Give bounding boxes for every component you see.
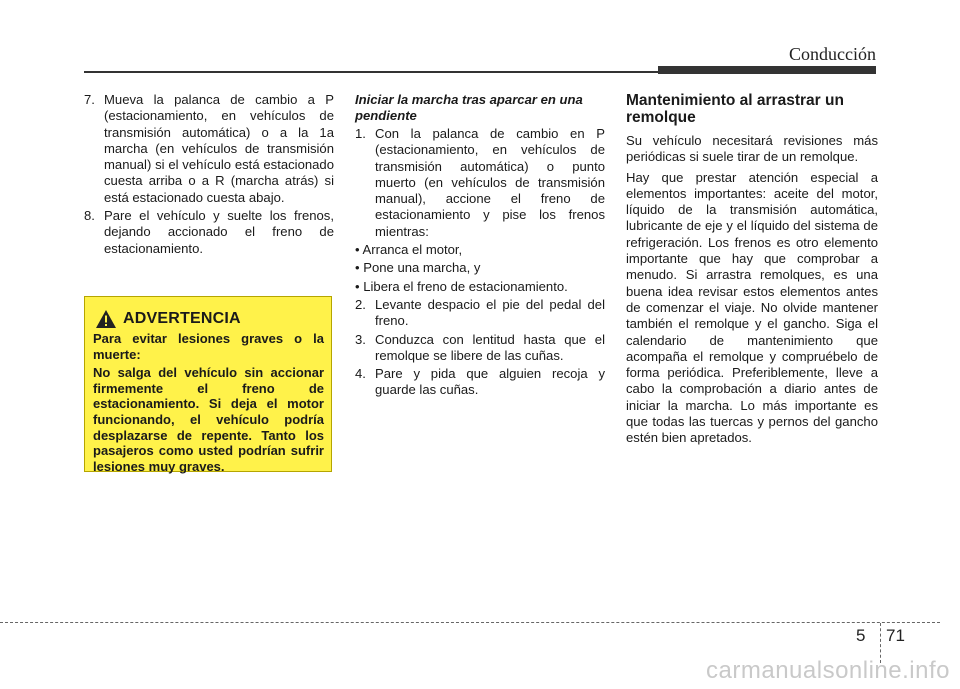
bullet-item: • Arranca el motor, <box>355 242 463 258</box>
step-text: Mueva la palanca de cambio a P (estacionamiento, en vehículos de transmisión automática) o a la 1a marcha (en vehículos de transmisión manual) si el vehículo está estacionado cuesta arriba o a R (marcha atrás) si está estacionado cuesta abajo. <box>104 92 334 205</box>
warning-text-1: Para evitar lesiones graves o la muerte: <box>93 331 324 362</box>
step-text: Pare el vehículo y suelte los frenos, dejando accionado el freno de estacionamiento. <box>104 208 334 256</box>
step-number: 8. <box>84 208 95 224</box>
step-text: Levante despacio el pie del pedal del freno. <box>375 296 605 329</box>
header-rule-accent <box>658 66 876 74</box>
bullet-item: • Libera el freno de estacionamiento. <box>355 278 568 294</box>
step-text: Con la palanca de cambio en P (estacionamiento, en vehículos de transmisión automática) o punto muerto (en vehículos de transmisión manual), accione el freno de estacionamiento y pise los frenos mientras: <box>375 126 605 239</box>
warning-box <box>84 296 332 472</box>
warning-triangle-icon <box>95 309 117 329</box>
footer-divider <box>0 622 940 623</box>
step-1 <box>355 126 605 240</box>
warning-title: ADVERTENCIA <box>123 310 241 327</box>
step-4 <box>355 366 605 399</box>
step-7 <box>84 92 334 206</box>
header-rule <box>84 71 658 73</box>
bullet-item: • Pone una marcha, y <box>355 260 481 276</box>
step-number: 3. <box>355 331 366 347</box>
paragraph: Su vehículo necesitará revisiones más periódicas si suele tirar de un remolque. <box>626 133 878 165</box>
column-middle <box>355 92 605 399</box>
subheading-slope-start: Iniciar la marcha tras aparcar en una pendiente <box>355 92 583 123</box>
step-number: 1. <box>355 126 366 141</box>
step-2 <box>355 297 605 330</box>
column-right <box>626 92 878 451</box>
page-number: 71 <box>886 626 905 645</box>
chapter-number: 5 <box>856 626 866 645</box>
step-text: Conduzca con lentitud hasta que el remolque se libere de las cuñas. <box>375 331 605 363</box>
step-number: 2. <box>355 296 366 312</box>
watermark: carmanualsonline.info <box>706 657 950 684</box>
warning-header <box>93 309 324 329</box>
heading-trailer-maintenance: Mantenimiento al arrastrar un remolque <box>626 92 844 126</box>
step-number: 4. <box>355 366 366 382</box>
step-text: Pare y pida que alguien recoja y guarde las cuñas. <box>375 366 605 398</box>
warning-text-2: No salga del vehículo sin accionar firmemente el freno de estacionamiento. Si deja el motor funcionando, el vehículo podría desplazarse de repente. Tanto los pasajeros como usted podrían sufrir lesiones muy graves. <box>93 365 324 474</box>
step-3 <box>355 332 605 365</box>
column-left <box>84 92 334 257</box>
step-number: 7. <box>84 92 95 107</box>
step-8 <box>84 208 334 257</box>
paragraph: Hay que prestar atención especial a elementos importantes: aceite del motor, líquido de la transmisión automática, lubricante de eje y el líquido del sistema de refrigeración. Los frenos es otro elemento importante que hay que comprobar a menudo. Si arrastra remolques, es una buena idea revisar estos elementos antes de comenzar el viaje. No olvide mantener también el remolque y el gancho. Siga el calendario de mantenimiento que acompaña el remolque y compruébelo de forma periódica. Preferiblemente, lleve a cabo la comprobación a diario antes de iniciar la marcha. Lo más importante es que todas las tuercas y pernos del gancho estén bien apretados. <box>626 169 878 446</box>
section-title: Conducción <box>789 44 876 64</box>
